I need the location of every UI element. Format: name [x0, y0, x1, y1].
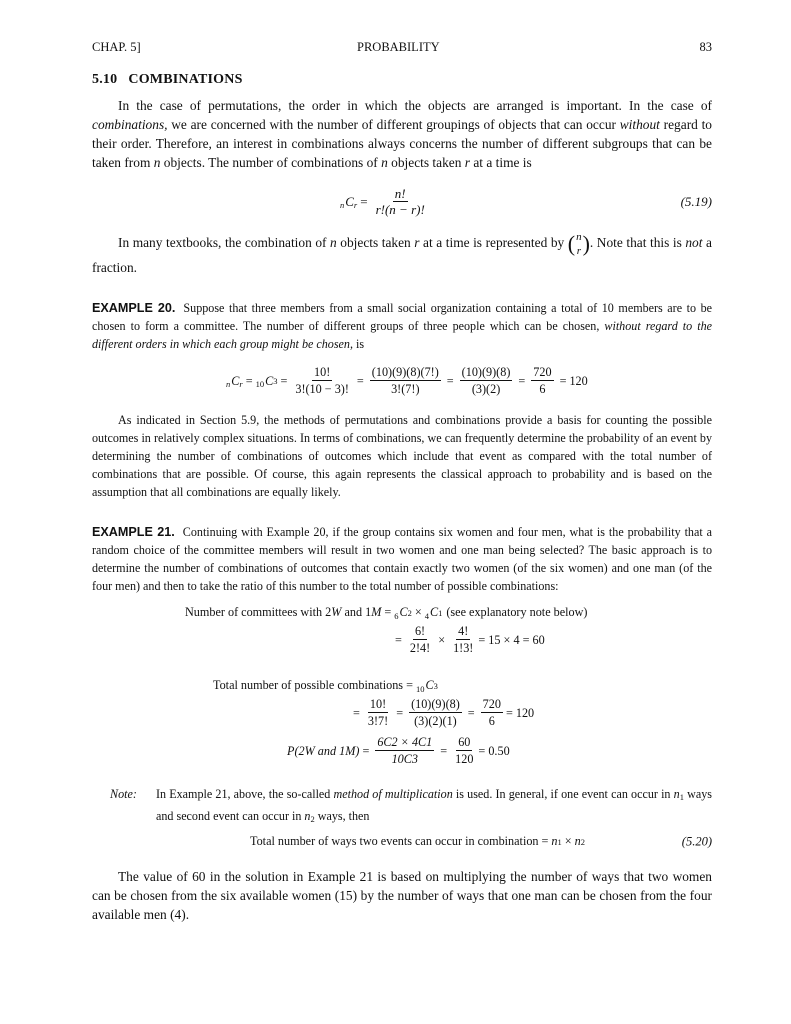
fraction	[409, 697, 462, 729]
operator: ×	[564, 834, 572, 848]
operator: =	[245, 373, 253, 388]
fraction	[374, 186, 427, 218]
running-header	[92, 40, 712, 58]
operator: ×	[438, 632, 446, 647]
note-block	[92, 785, 712, 828]
denominator: 6	[539, 382, 546, 396]
paragraph-conclusion: The value of 60 in the solution in Example 21 is based on multiplying the number of ways that two women can be chosen from the six available women (15) by the number of ways that one man can be chosen from the four available men (4).	[92, 869, 712, 922]
emphasis: method of multiplication	[333, 787, 453, 801]
symbol: C	[231, 373, 240, 388]
denominator: 10C3	[391, 752, 418, 766]
running-header-chapter: CHAP. 5]	[92, 40, 141, 54]
text: objects taken	[336, 235, 415, 251]
variable: W	[331, 605, 342, 619]
subscript: 1	[679, 792, 684, 802]
subscript: 2	[310, 813, 315, 824]
page-content	[92, 40, 712, 924]
numerator: (10)(9)(8)(7!)	[371, 365, 439, 379]
numerator: n!	[394, 186, 406, 201]
denominator: 3!7!	[367, 714, 389, 728]
equation-row-committees	[185, 605, 712, 620]
result: = 0.50	[478, 743, 510, 758]
example-21	[92, 523, 712, 595]
subscript: 4	[424, 610, 429, 621]
fraction	[531, 365, 553, 397]
text: objects taken	[387, 155, 465, 170]
numerator: (10)(9)(8)	[461, 365, 511, 379]
subscript: 1	[438, 607, 443, 618]
operator: =	[280, 373, 288, 388]
subscript: n	[226, 379, 231, 389]
variable: n	[673, 787, 680, 801]
denominator: r!(n − r)!	[375, 202, 425, 217]
numerator: 6!	[414, 624, 426, 638]
text: ways and second event can occur in	[156, 787, 712, 823]
text: a fraction.	[92, 235, 712, 275]
subscript: r	[239, 378, 243, 389]
numerator: 4!	[458, 624, 469, 638]
example-label: EXAMPLE 20.	[92, 301, 176, 315]
subscript: n	[340, 200, 345, 210]
variable: n	[330, 235, 337, 251]
operator: =	[396, 705, 404, 720]
symbol: C	[345, 194, 354, 209]
binom-bottom: r	[576, 245, 581, 257]
fraction	[293, 365, 351, 397]
numerator: 6C2 × 4C1	[377, 735, 433, 749]
text: Total number of ways two events can occur in combination	[250, 834, 539, 848]
denominator: 3!(10 − 3)!	[295, 382, 349, 396]
equation-row-total-value	[350, 697, 712, 729]
equation-5-19	[340, 186, 712, 218]
example-label: EXAMPLE 21.	[92, 525, 175, 539]
subscript: 6	[394, 610, 399, 621]
operator: =	[356, 373, 364, 388]
operator: =	[518, 373, 526, 388]
text: at a time is	[470, 155, 532, 170]
note-label: Note:	[110, 787, 137, 801]
numerator: 10!	[369, 697, 387, 711]
operator: =	[362, 743, 370, 758]
equation-number: (5.20)	[681, 834, 712, 848]
variable: n	[381, 155, 388, 170]
denominator: 6	[488, 714, 495, 728]
text: In many textbooks, the combination of	[118, 235, 331, 251]
symbol: C	[399, 605, 408, 619]
emphasis: without	[619, 117, 660, 132]
text: is used. In general, if one event can occur in	[452, 787, 674, 801]
subscript: 10	[255, 379, 265, 389]
subscript: r	[353, 200, 358, 210]
example-20	[92, 299, 712, 353]
subscript: 10	[415, 683, 425, 694]
binomial-notation: ( n r )	[567, 231, 590, 257]
variable: r	[414, 235, 420, 251]
subscript: 3	[433, 680, 438, 691]
result: 120	[569, 373, 588, 388]
subscript: 1	[557, 836, 562, 847]
fraction	[481, 697, 503, 729]
fraction	[366, 697, 390, 729]
numerator: (10)(9)(8)	[411, 697, 460, 711]
operator: =	[440, 743, 448, 758]
denominator: (3)(2)	[471, 382, 501, 396]
result: = 15 × 4 = 60	[478, 632, 545, 647]
text: In Example 21, above, the so-called	[156, 787, 334, 801]
result: = 120	[505, 705, 535, 720]
fraction	[370, 365, 441, 397]
variable: M	[371, 605, 382, 619]
text: . Note that this is	[589, 235, 686, 251]
operator: =	[353, 705, 360, 720]
operator: ×	[414, 605, 422, 619]
operator: =	[406, 678, 413, 692]
equation-row-committee-count	[392, 624, 712, 656]
numerator: 720	[533, 365, 552, 379]
fraction	[453, 735, 475, 767]
section-heading: 5.10 COMBINATIONS	[92, 72, 243, 87]
text: Continuing with Example 20, if the group contains six women and four men, what is the probability that a random choice of the committee members will result in two women and one man being selected? The basic approach is to determine the number of combinations of outcomes that contain exactly two women (of the six women) and one man (of the four men) and then to take the ratio of this number to the total number of possible combinations:	[92, 525, 712, 593]
symbol: C	[425, 678, 434, 692]
variable: n	[551, 834, 558, 848]
variable: n	[574, 834, 581, 848]
text: In the case of permutations, the order in which the objects are arranged is important. In the case of	[118, 98, 712, 113]
equation-row-total	[213, 678, 712, 693]
text: regard to their order. Therefore, an interest in combinations always concerns the number of different subgroups that can be taken from	[92, 117, 712, 170]
numerator: 60	[458, 735, 471, 749]
fraction	[408, 624, 432, 656]
page-number: 83	[699, 40, 712, 54]
subscript: 2	[407, 607, 412, 618]
text: objects. The number of combinations of	[160, 155, 382, 170]
emphasis: without regard to the different orders in which each group might be chosen,	[92, 319, 713, 351]
text: Total number of possible combinations	[213, 678, 404, 692]
running-header-title: PROBABILITY	[357, 40, 440, 54]
text: ways, then	[314, 808, 370, 823]
text: Suppose that three members from a small social organization containing a total of 10 members are to be chosen to form a committee. The number of different groups of three people which can be chosen,	[92, 301, 712, 333]
equation-row-probability	[287, 735, 712, 767]
text: (see explanatory note below)	[446, 605, 588, 619]
variable: n	[153, 155, 161, 170]
variable: n	[304, 808, 311, 823]
subscript: 3	[273, 376, 278, 386]
text: we are concerned with the number of different groupings of objects that can occur	[167, 117, 620, 132]
numerator: 720	[482, 697, 501, 711]
denominator: (3)(2)(1)	[414, 714, 457, 728]
fraction	[451, 624, 475, 656]
subscript: 2	[580, 836, 585, 847]
emphasis: not	[685, 235, 703, 251]
denominator: 3!(7!)	[391, 382, 420, 396]
text: and 1	[341, 605, 372, 619]
equation-5-20-row	[92, 834, 712, 849]
operator: =	[467, 705, 475, 720]
numerator: 10!	[314, 365, 331, 379]
operator: =	[541, 834, 549, 848]
fraction	[375, 735, 434, 767]
denominator: 1!3!	[453, 641, 474, 655]
equation-number: (5.19)	[680, 194, 712, 209]
symbol: C	[265, 373, 274, 388]
emphasis: combinations,	[92, 117, 168, 132]
operator: =	[446, 373, 454, 388]
lhs: P(2W and 1M)	[287, 743, 360, 758]
paragraph-combinations-intro	[92, 96, 712, 172]
denominator: 2!4!	[409, 641, 431, 655]
denominator: 120	[455, 752, 474, 766]
binom-top: n	[576, 231, 582, 243]
text: is	[352, 337, 365, 351]
operator: =	[395, 632, 402, 647]
paragraph-notation	[92, 230, 712, 277]
text: at a time is represented by	[419, 235, 568, 251]
fraction	[460, 365, 513, 397]
variable: r	[464, 155, 470, 170]
operator: =	[559, 373, 567, 388]
paragraph-combinations-probability: As indicated in Section 5.9, the methods of permutations and combinations provide a basis for counting the possible outcomes in relatively complex situations. In terms of combinations, we can frequently determine the probability of an event by determining the number of combinations of outcomes which include that event as compared with the total number of combinations that are possible. Of course, this again represents the classical approach to probability and is based on the assumption that all combinations are equally likely.	[92, 413, 712, 499]
equation-example-20	[226, 365, 712, 397]
equation-5-19-row	[92, 186, 712, 218]
text: Number of committees with 2	[185, 605, 332, 619]
equation-5-20	[250, 834, 712, 849]
operator: =	[384, 605, 392, 619]
operator: =	[360, 194, 368, 209]
symbol: C	[429, 605, 439, 619]
